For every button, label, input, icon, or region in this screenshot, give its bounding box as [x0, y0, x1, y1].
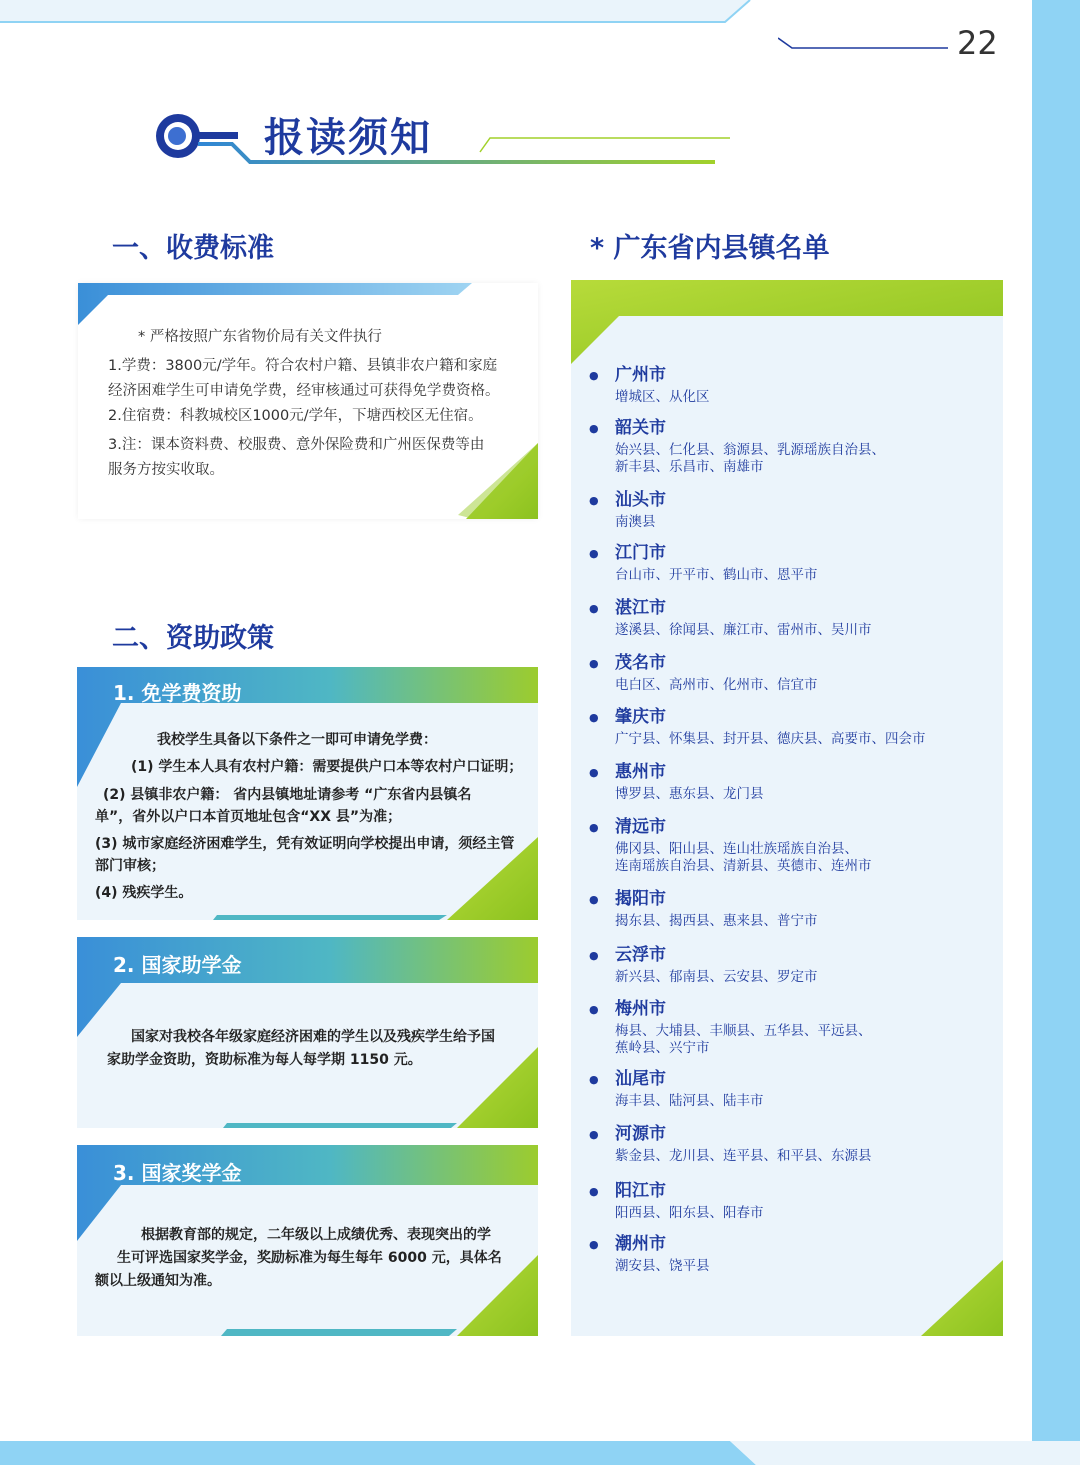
- city-counties: 南澳县: [615, 514, 656, 530]
- aid-card-1-line-4: 单”，省外以户口本首页地址包含“XX 县”为准；: [95, 809, 402, 825]
- page-number: 22: [957, 24, 998, 62]
- city-name: ● 韶关市: [615, 417, 885, 439]
- city-counties: 电白区、高州市、化州市、信宜市: [615, 677, 818, 693]
- city-meizhou: [615, 998, 872, 1057]
- city-name: ● 揭阳市: [615, 888, 818, 910]
- city-chaozhou: [615, 1233, 710, 1275]
- fees-item-3-line-1: 3.注：课本资料费、校服费、意外保险费和广州医保费等由: [108, 437, 485, 453]
- aid-heading: 二、资助政策: [112, 623, 274, 654]
- city-huizhou: [615, 761, 764, 803]
- fees-note: * 严格按照广东省物价局有关文件执行: [138, 329, 382, 345]
- city-heyuan: [615, 1123, 872, 1165]
- city-counties: 台山市、开平市、鹤山市、恩平市: [615, 567, 818, 583]
- fees-item-1: [108, 354, 500, 404]
- city-counties: 广宁县、怀集县、封开县、德庆县、高要市、四会市: [615, 731, 926, 747]
- aid-card-3-title: 3. 国家奖学金: [113, 1161, 242, 1185]
- city-counties: 梅县、大埔县、丰顺县、五华县、平远县、 蕉岭县、兴宁市: [615, 1023, 872, 1056]
- city-maoming: [615, 652, 818, 694]
- fees-item-1-line-1: 1.学费：3800元/学年。符合农村户籍、县镇非农户籍和家庭: [108, 358, 498, 374]
- city-name: ● 清远市: [615, 816, 872, 838]
- city-shantou: [615, 489, 666, 531]
- city-name: ● 阳江市: [615, 1180, 764, 1202]
- city-yunfu: [615, 944, 818, 986]
- bottom-decorative-band: [0, 1435, 1080, 1465]
- fees-item-2: 2.住宿费：科教城校区1000元/学年，下塘西校区无住宿。: [108, 408, 483, 424]
- city-name: ● 潮州市: [615, 1233, 710, 1255]
- aid-card-1-line-1: 我校学生具备以下条件之一即可申请免学费：: [157, 732, 437, 748]
- county-list-card: [571, 280, 1003, 1336]
- aid-card-national-scholarship: [77, 1145, 538, 1336]
- city-shaoguan: [615, 417, 885, 476]
- page-number-line: [778, 34, 948, 52]
- city-counties: 海丰县、陆河县、陆丰市: [615, 1093, 764, 1109]
- city-counties: 增城区、从化区: [615, 389, 710, 405]
- city-zhaoqing: [615, 706, 926, 748]
- city-shanwei: [615, 1068, 764, 1110]
- aid-card-1-title: 1. 免学费资助: [113, 681, 242, 705]
- aid-card-2-title: 2. 国家助学金: [113, 953, 242, 977]
- county-list-heading: * 广东省内县镇名单: [590, 233, 830, 264]
- city-counties: 阳西县、阳东县、阳春市: [615, 1205, 764, 1221]
- city-name: ● 河源市: [615, 1123, 872, 1145]
- aid-card-2-line-2: 家助学金资助，资助标准为每人每学期 1150 元。: [107, 1052, 422, 1068]
- city-name: ● 汕尾市: [615, 1068, 764, 1090]
- city-counties: 潮安县、饶平县: [615, 1258, 710, 1274]
- city-name: ● 梅州市: [615, 998, 872, 1020]
- city-guangzhou: [615, 364, 710, 406]
- city-name: ● 茂名市: [615, 652, 818, 674]
- city-name: ● 云浮市: [615, 944, 818, 966]
- header-emblem-icon: [150, 110, 730, 170]
- fees-item-1-line-2: 经济困难学生可申请免学费，经审核通过可获得免学费资格。: [108, 383, 500, 399]
- fees-heading: 一、收费标准: [112, 233, 274, 264]
- aid-card-1-line-3: (2) 县镇非农户籍： 省内县镇地址请参考 “广东省内县镇名: [103, 787, 472, 803]
- fees-item-3-line-2: 服务方按实收取。: [108, 462, 224, 478]
- city-jiangmen: [615, 542, 818, 584]
- aid-card-2-line-1: 国家对我校各年级家庭经济困难的学生以及残疾学生给予国: [131, 1029, 495, 1045]
- aid-card-1-line-7: (4) 残疾学生。: [95, 885, 193, 901]
- aid-card-1-line-2: (1) 学生本人具有农村户籍：需要提供户口本等农村户口证明；: [131, 759, 523, 775]
- city-counties: 佛冈县、阳山县、连山壮族瑶族自治县、 连南瑶族自治县、清新县、英德市、连州市: [615, 841, 872, 874]
- page-title: 报读须知: [264, 115, 432, 161]
- city-counties: 遂溪县、徐闻县、廉江市、雷州市、吴川市: [615, 622, 872, 638]
- city-counties: 揭东县、揭西县、惠来县、普宁市: [615, 913, 818, 929]
- aid-card-tuition-waiver: [77, 667, 538, 920]
- fees-item-3: [108, 433, 484, 483]
- city-name: ● 汕头市: [615, 489, 666, 511]
- fees-card: [78, 283, 538, 519]
- city-name: ● 惠州市: [615, 761, 764, 783]
- city-counties: 博罗县、惠东县、龙门县: [615, 786, 764, 802]
- city-qingyuan: [615, 816, 872, 875]
- aid-card-1-line-6: 部门审核；: [95, 858, 165, 874]
- city-counties: 紫金县、龙川县、连平县、和平县、东源县: [615, 1148, 872, 1164]
- aid-card-3-line-1: 根据教育部的规定，二年级以上成绩优秀、表现突出的学: [141, 1227, 491, 1243]
- aid-card-1-line-5: (3) 城市家庭经济困难学生，凭有效证明向学校提出申请，须经主管: [95, 836, 515, 852]
- top-decorative-band: [0, 0, 1030, 26]
- city-name: ● 江门市: [615, 542, 818, 564]
- city-counties: 新兴县、郁南县、云安县、罗定市: [615, 969, 818, 985]
- city-counties: 始兴县、仁化县、翁源县、乳源瑶族自治县、 新丰县、乐昌市、南雄市: [615, 442, 885, 475]
- city-jieyang: [615, 888, 818, 930]
- city-name: ● 肇庆市: [615, 706, 926, 728]
- aid-card-national-grant: [77, 937, 538, 1128]
- city-yangjiang: [615, 1180, 764, 1222]
- aid-card-3-line-2: 生可评选国家奖学金，奖励标准为每生每年 6000 元，具体名: [117, 1250, 502, 1266]
- city-zhanjiang: [615, 597, 872, 639]
- right-decorative-strip: [1032, 0, 1080, 1465]
- city-name: ● 湛江市: [615, 597, 872, 619]
- aid-card-3-line-3: 额以上级通知为准。: [95, 1273, 221, 1289]
- city-name: ● 广州市: [615, 364, 710, 386]
